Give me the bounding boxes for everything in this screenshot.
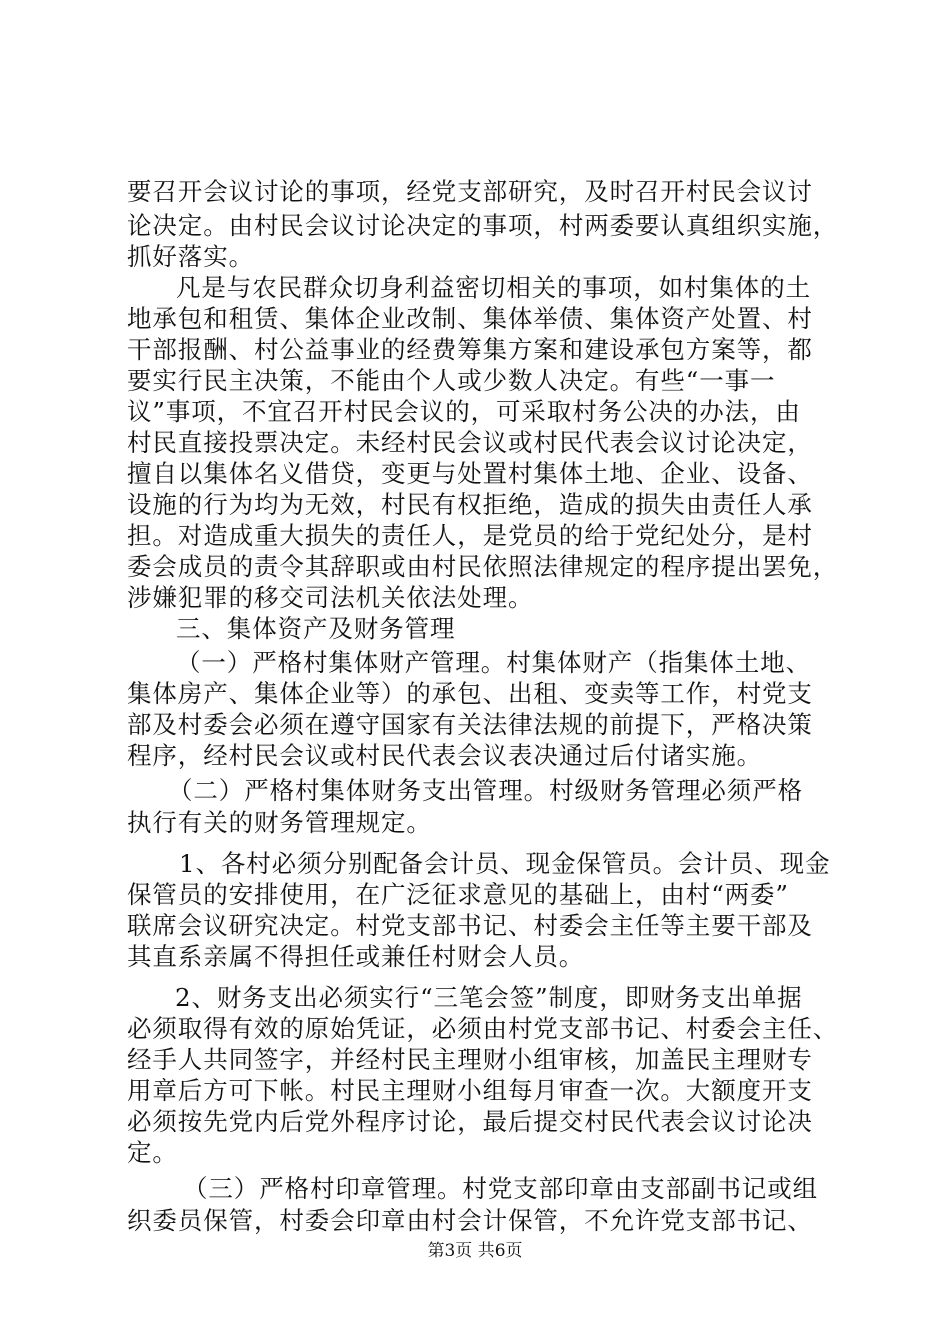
text-line: 擅自以集体名义借贷，变更与处置村集体土地、企业、设备、 — [127, 459, 813, 488]
text-line: 委会成员的责令其辞职或由村民依照法律规定的程序提出罢免， — [127, 552, 839, 581]
paragraph-first-line: （三）严格村印章管理。村党支部印章由支部副书记或组 — [183, 1174, 818, 1203]
text-line: 涉嫌犯罪的移交司法机关依法处理。 — [127, 583, 534, 612]
text-line: 织委员保管，村委会印章由村会计保管，不允许党支部书记、 — [127, 1206, 813, 1235]
text-line: 地承包和租赁、集体企业改制、集体举债、集体资产处置、村 — [127, 304, 813, 333]
section-heading: 三、集体资产及财务管理 — [176, 614, 456, 643]
paragraph-first-line: （二）严格村集体财务支出管理。村级财务管理必须严格 — [168, 776, 803, 805]
text-line: 干部报酬、村公益事业的经费筹集方案和建设承包方案等，都 — [127, 335, 813, 364]
text-line: 要召开会议讨论的事项，经党支部研究，及时召开村民会议讨 — [127, 177, 813, 206]
text-line: 执行有关的财务管理规定。 — [127, 808, 432, 837]
text-line: 设施的行为均为无效，村民有权拒绝，造成的损失由责任人承 — [127, 490, 813, 519]
page-number-footer: 第3页 共6页 — [427, 1241, 523, 1261]
text-line: 必须取得有效的原始凭证，必须由村党支部书记、村委会主任、 — [127, 1014, 839, 1043]
text-line: 保管员的安排使用，在广泛征求意见的基础上，由村“两委” — [127, 880, 789, 909]
text-line: 议”事项，不宜召开村民会议的，可采取村务公决的办法，由 — [127, 397, 801, 426]
text-line: 要实行民主决策，不能由个人或少数人决定。有些“一事一 — [127, 366, 776, 395]
paragraph-first-line: （一）严格村集体财产管理。村集体财产（指集体土地、 — [176, 648, 811, 677]
paragraph-first-line: 凡是与农民群众切身利益密切相关的事项，如村集体的土 — [176, 273, 811, 302]
text-line: 论决定。由村民会议讨论决定的事项，村两委要认真组织实施， — [127, 211, 839, 240]
text-line: 定。 — [127, 1138, 178, 1167]
text-line: 其直系亲属不得担任或兼任村财会人员。 — [127, 942, 585, 971]
text-line: 担。对造成重大损失的责任人，是党员的给于党纪处分，是村 — [127, 521, 813, 550]
text-line: 集体房产、集体企业等）的承包、出租、变卖等工作，村党支 — [127, 679, 813, 708]
text-line: 抓好落实。 — [127, 242, 254, 271]
paragraph-first-line: 2、财务支出必须实行“三笔会签”制度，即财务支出单据 — [175, 983, 803, 1012]
text-line: 村民直接投票决定。未经村民会议或村民代表会议讨论决定， — [127, 428, 813, 457]
text-line: 程序，经村民会议或村民代表会议表决通过后付诸实施。 — [127, 741, 762, 770]
text-line: 必须按先党内后党外程序讨论，最后提交村民代表会议讨论决 — [127, 1107, 813, 1136]
text-line: 联席会议研究决定。村党支部书记、村委会主任等主要干部及 — [127, 911, 813, 940]
text-line: 用章后方可下帐。村民主理财小组每月审查一次。大额度开支 — [127, 1076, 813, 1105]
text-line: 部及村委会必须在遵守国家有关法律法规的前提下，严格决策 — [127, 710, 813, 739]
paragraph-first-line: 1、各村必须分别配备会计员、现金保管员。会计员、现金 — [179, 849, 831, 878]
text-line: 经手人共同签字，并经村民主理财小组审核，加盖民主理财专 — [127, 1045, 813, 1074]
